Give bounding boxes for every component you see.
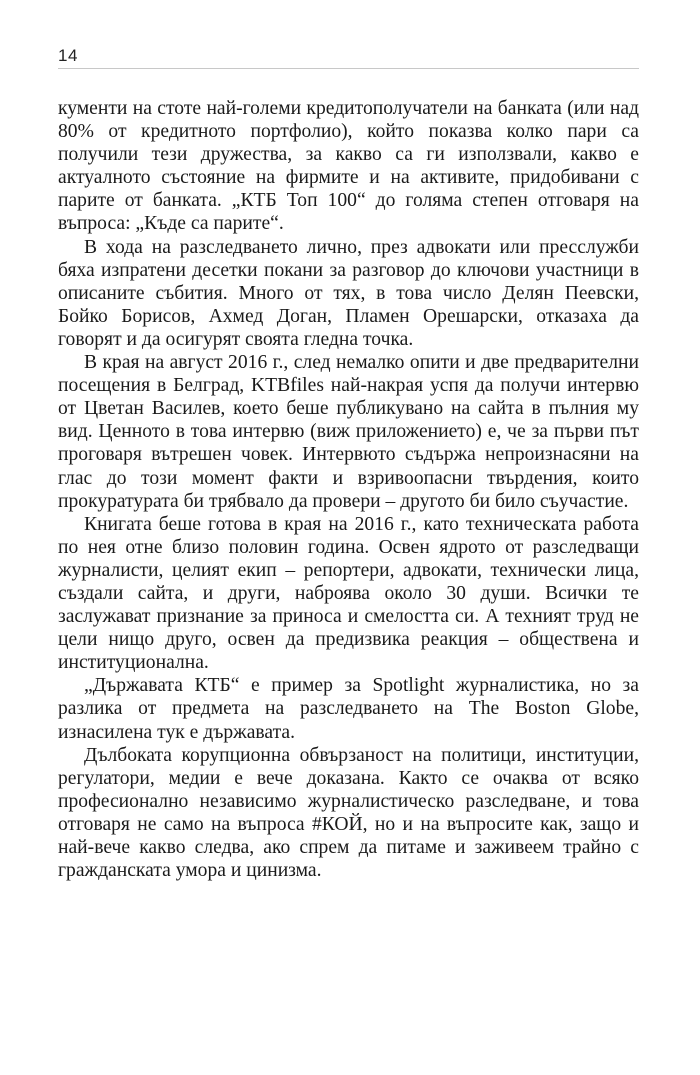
paragraph-vasilev-interview: В края на август 2016 г., след немалко опити и две предварителни посещения в Белград, KTBfiles най-накрая успя да получи интервю от Цветан Василев, което беше публикувано на сайта в пълния му вид. Ценното в това интервю (виж приложението) е, че за първи път проговаря вътрешен човек. Интервюто съдържа непроизнасяни на глас до този момент факти и взривоопасни твърдения, които прокуратурата би трябвало да провери – другото би било съучастие. — [58, 352, 639, 512]
paragraph-spotlight: „Държавата КТБ“ е пример за Spotlight журналистика, но за разлика от предмета на разследването на The Boston Globe, изнасилена тук е държавата. — [58, 675, 639, 743]
page-header — [58, 40, 639, 69]
paragraph-continuation: кументи на стоте най-големи кредитополучатели на банката (или над 80% от кредитното портфолио), който показва колко пари са получили тези дружества, за какво са ги използвали, какво е актуалното състояние на фирмите и на активите, придобивани с парите от банката. „КТБ Топ 100“ до голяма степен отговаря на въпроса: „Къде са парите“. — [58, 98, 639, 235]
page-number: 14 — [58, 46, 78, 65]
body-text — [58, 97, 639, 882]
paragraph-conclusion: Дълбоката корупционна обвързаност на политици, институции, регулатори, медии е вече доказана. Както се очаква от всяко професионално независимо журналистическо разследване, и това отговаря не само на въпроса #КОЙ, но и на въпросите как, защо и най-вече какво следва, ако спрем да питаме и заживеем трайно с гражданската умора и цинизма. — [58, 744, 639, 882]
paragraph-investigation-invitations: В хода на разследването лично, през адвокати или пресслужби бяха изпратени десетки покани за разговор до ключови участници в описаните събития. Много от тях, в това число Делян Пеевски, Бойко Борисов, Ахмед Доган, Пламен Орешарски, отказаха да говорят и да осигурят своята гледна точка. — [58, 236, 639, 350]
paragraph-book-team: Книгата беше готова в края на 2016 г., като техническата работа по нея отне близо половин година. Освен ядрото от разследващи журналисти, целият екип – репортери, адвокати, технически лица, създали сайта, и други, наброява около 30 души. Всички те заслужават признание за приноса и смелостта си. А техният труд не цели нищо друго, освен да предизвика реакция – обществена и институционална. — [58, 513, 639, 674]
